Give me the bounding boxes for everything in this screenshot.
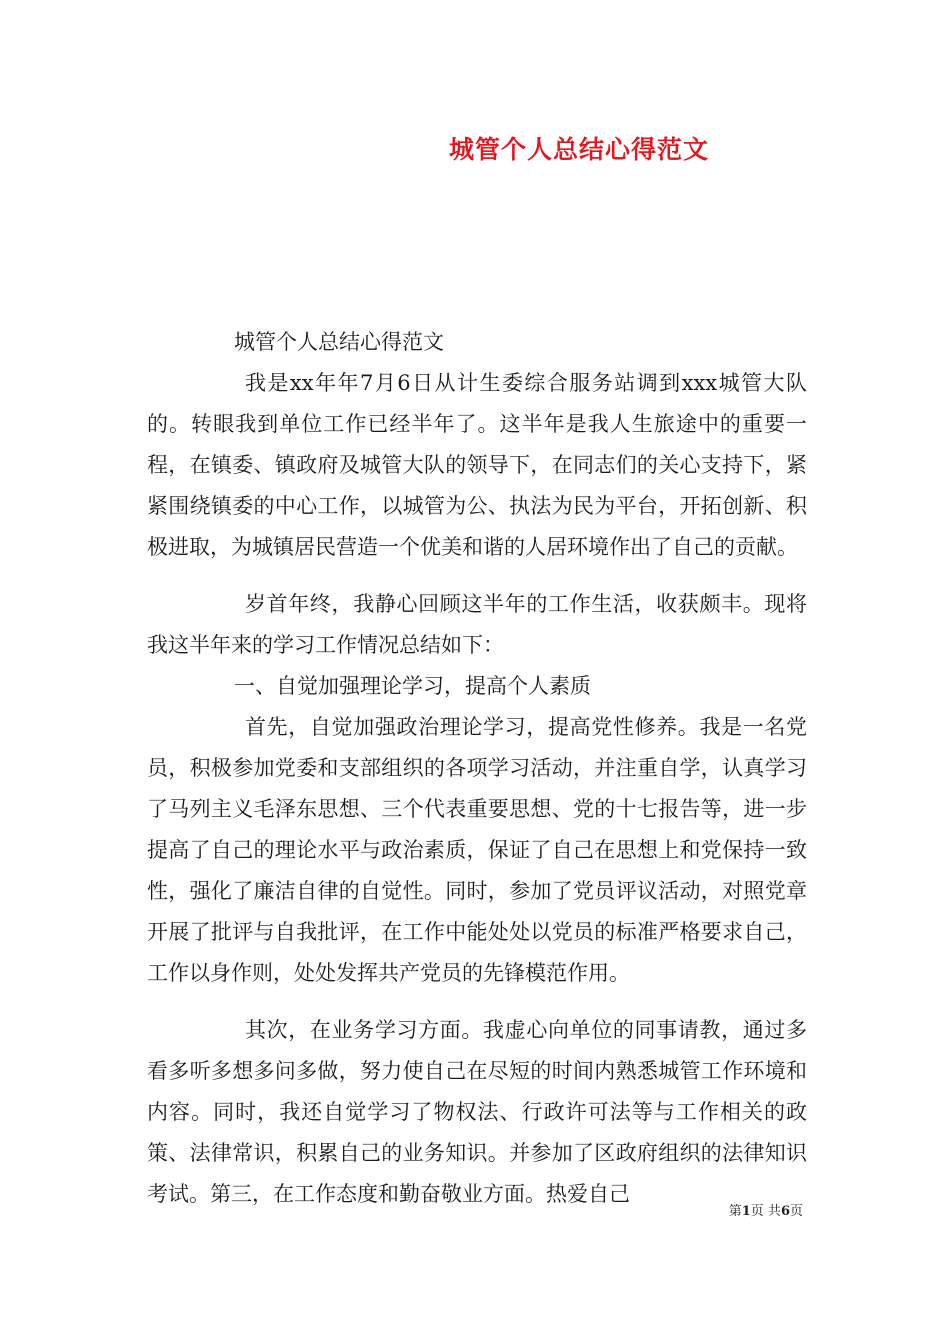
page-title: 城管个人总结心得范文 [449, 135, 710, 164]
paragraph: 我是xx年年7月6日从计生委综合服务站调到xxx城管大队的。转眼我到单位工作已经半年了。这半年是我人生旅途中的重要一程，在镇委、镇政府及城管大队的领导下，在同志们的关心支持下，紧紧围绕镇委的中心工作，以城管为公、执法为民为平台，开拓创新、积极进取，为城镇居民营造一个优美和谐的人居环境作出了自己的贡献。 [147, 371, 807, 559]
footer-prefix: 第 [728, 1204, 742, 1219]
document-subtitle: 城管个人总结心得范文 [234, 330, 444, 354]
paragraph: 首先，自觉加强政治理论学习，提高党性修养。我是一名党员，积极参加党委和支部组织的各项学习活动，并注重自学，认真学习了马列主义毛泽东思想、三个代表重要思想、党的十七报告等，进一步提高了自己的理论水平与政治素质，保证了自己在思想上和党保持一致性，强化了廉洁自律的自觉性。同时，参加了党员评议活动，对照党章开展了批评与自我批评，在工作中能处处以党员的标准严格要求自己，工作以身作则，处处发挥共产党员的先锋模范作用。 [147, 715, 807, 985]
total-page-count: 6 [780, 1204, 790, 1219]
current-page-number: 1 [741, 1204, 751, 1219]
document-body [147, 322, 807, 1215]
paragraph: 其次，在业务学习方面。我虚心向单位的同事请教，通过多看多听多想多问多做，努力使自己在尽短的时间内熟悉城管工作环境和内容。同时，我还自觉学习了物权法、行政许可法等与工作相关的政策、法律常识，积累自己的业务知识。并参加了区政府组织的法律知识考试。第三，在工作态度和勤奋敬业方面。热爱自己 [147, 1018, 807, 1206]
page-footer [729, 1203, 803, 1221]
footer-middle: 页 共 [750, 1204, 781, 1219]
section-heading: 一、自觉加强理论学习，提高个人素质 [234, 674, 591, 698]
paragraph: 岁首年终，我静心回顾这半年的工作生活，收获颇丰。现将我这半年来的学习工作情况总结如下： [147, 592, 807, 657]
footer-suffix: 页 [789, 1204, 803, 1219]
